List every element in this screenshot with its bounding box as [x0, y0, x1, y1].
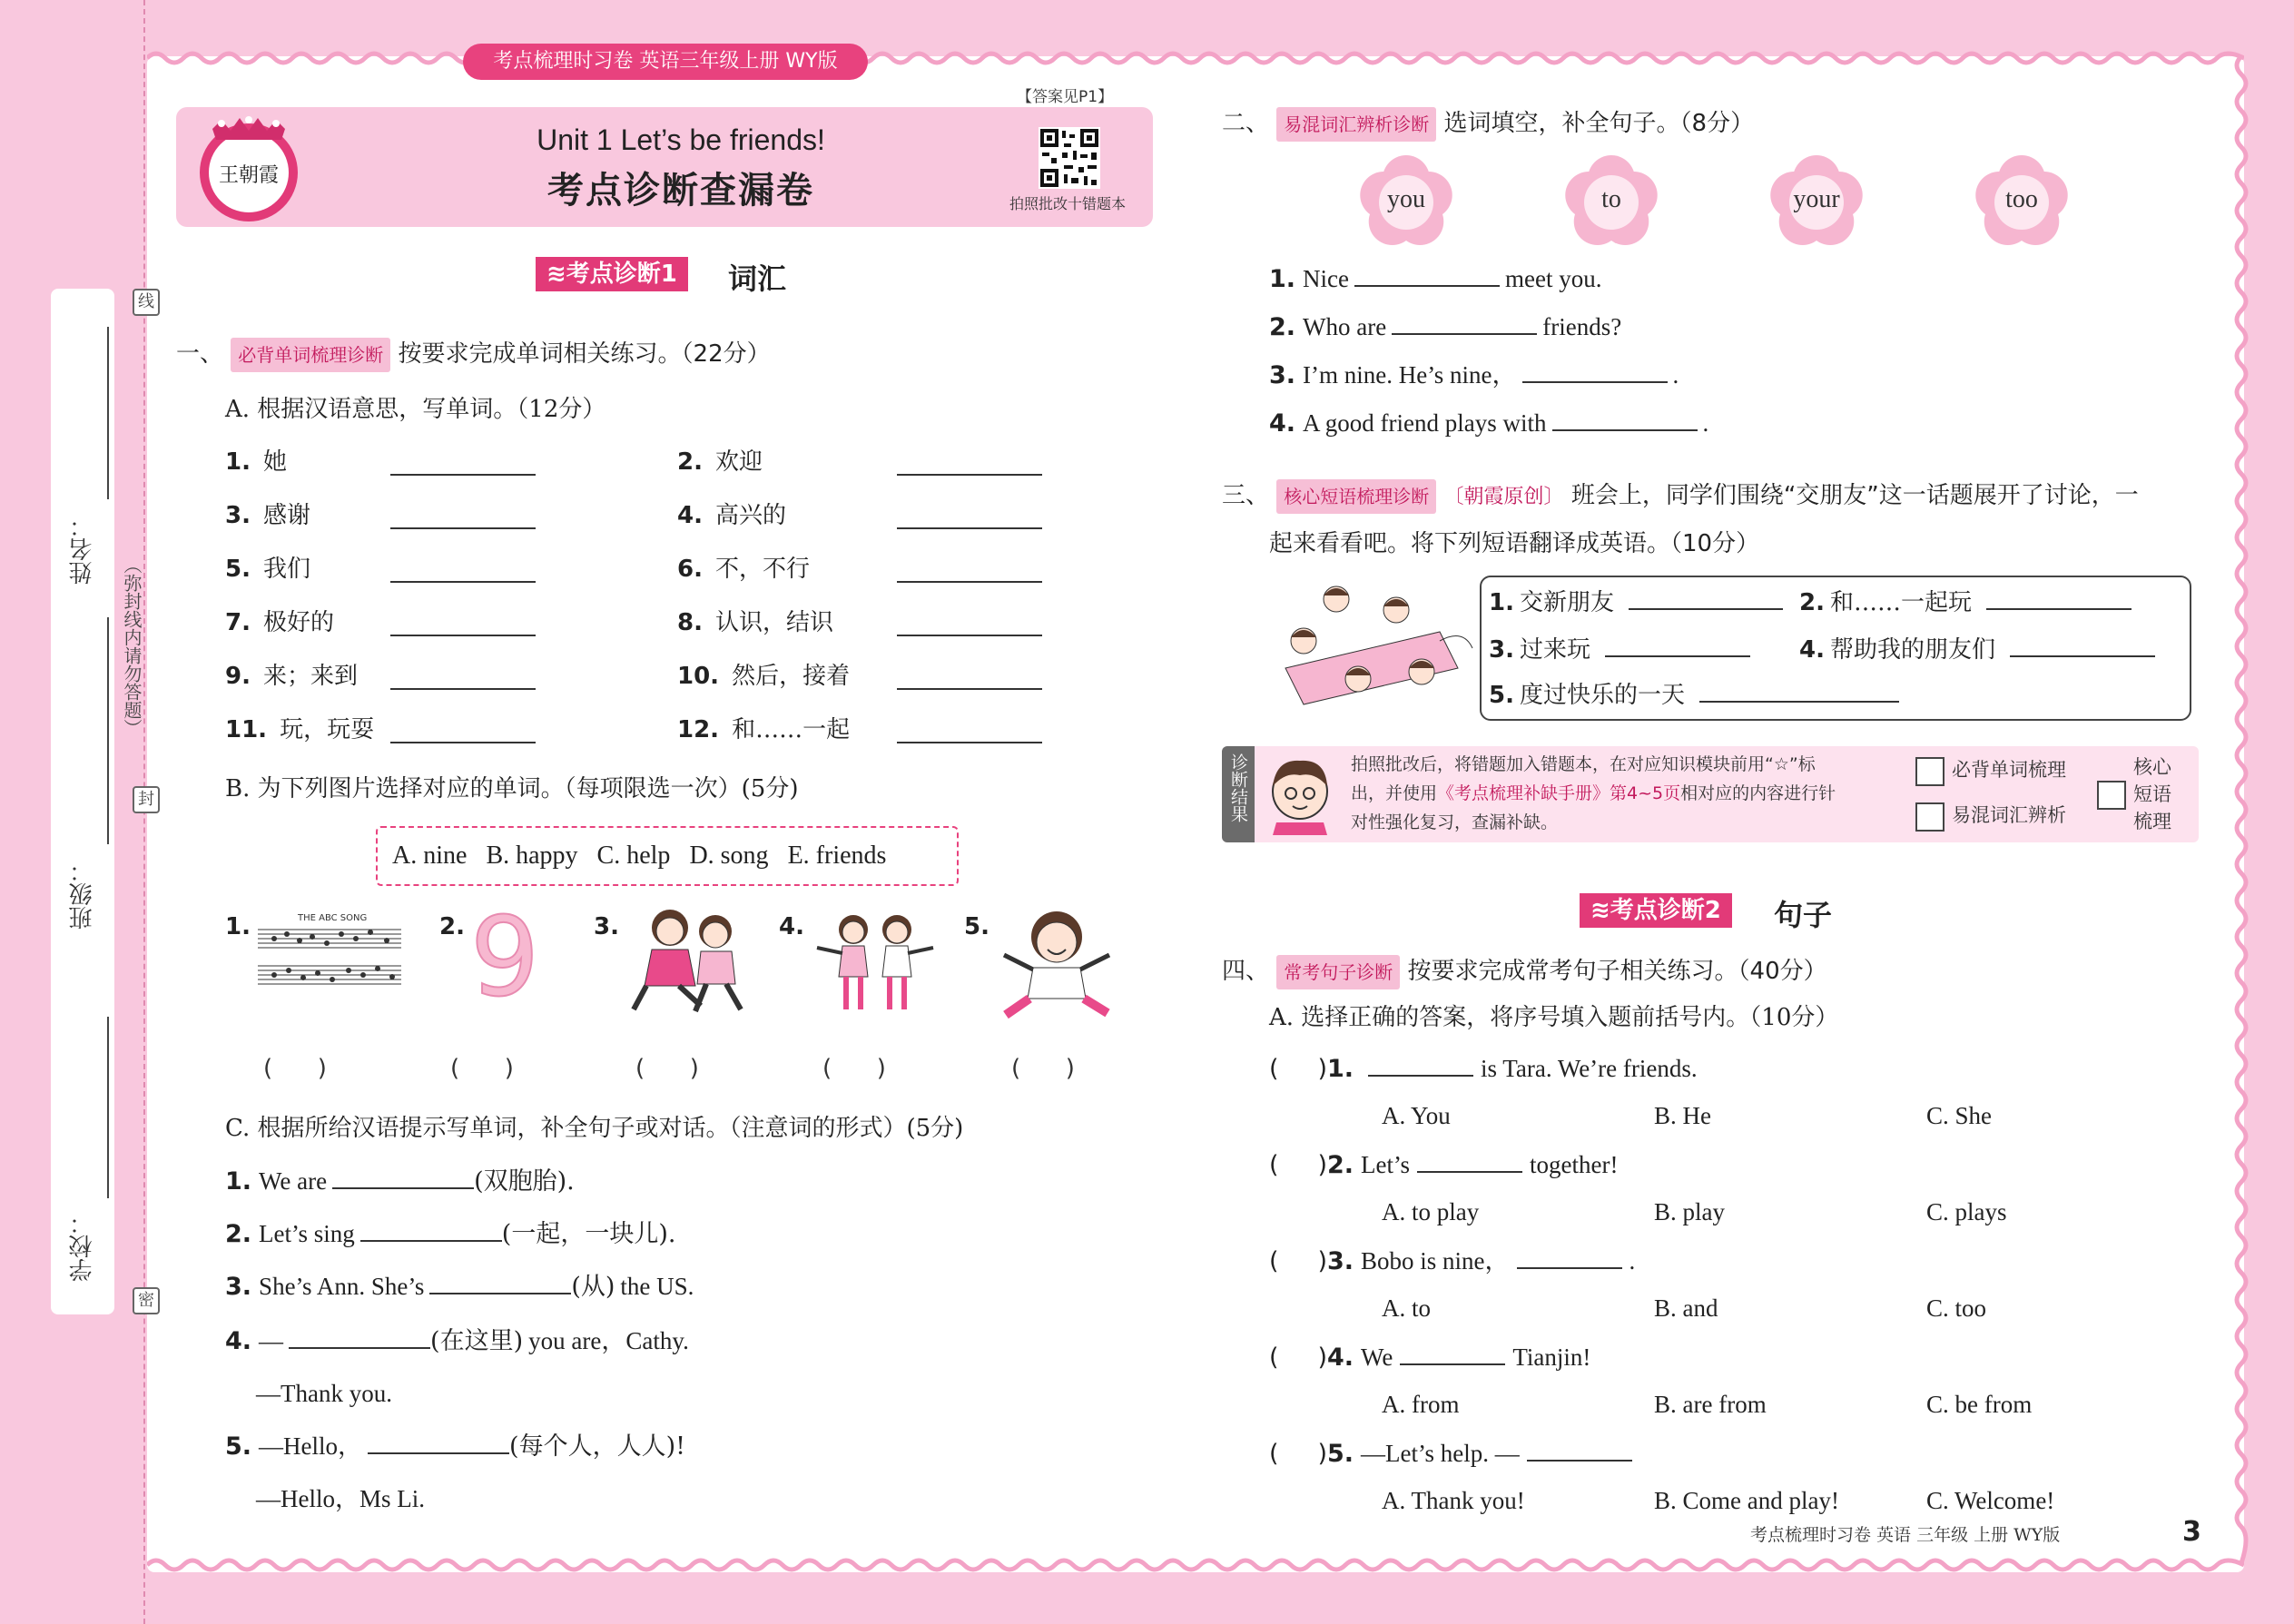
word-item-number: 5.	[225, 556, 251, 583]
seal-dense-mark: 密	[133, 1287, 160, 1314]
q1-heading	[176, 338, 771, 372]
q2-tag: 易混词汇辨析诊断	[1276, 107, 1436, 142]
choice-option[interactable]: C. be from	[1926, 1391, 2033, 1418]
q2-item-suffix: friends?	[1542, 313, 1622, 340]
choice-question	[1269, 1245, 1635, 1277]
school-label: 学校：	[69, 1211, 96, 1282]
word-item	[225, 607, 334, 638]
fill-in-hint: (从)	[571, 1273, 615, 1301]
q4-tag: 常考句子诊断	[1276, 955, 1400, 989]
choice-option[interactable]: C. too	[1926, 1294, 1987, 1322]
diagnosis-line1: 拍照批改后，将错题加入错题本，在对应知识模块前用“☆”标	[1351, 754, 1816, 774]
q3-heading	[1222, 479, 2139, 514]
flower-word: too	[2005, 185, 2038, 213]
seal-line-mark: 线	[133, 289, 160, 316]
phrase-answer-blank[interactable]	[1986, 586, 2132, 610]
word-answer-blank[interactable]	[390, 742, 536, 743]
song-caption: THE ABC SONG	[298, 913, 368, 923]
choice-option[interactable]: A. You	[1382, 1102, 1451, 1129]
word-item	[225, 661, 358, 692]
q1-partC: C. 根据所给汉语提示写单词，补全句子或对话。（注意词的形式）(5分)	[225, 1115, 964, 1142]
word-item	[225, 554, 310, 585]
choice-number: 3.	[1326, 1247, 1354, 1275]
checkbox-phrase-label: 核心短语梳理	[2133, 756, 2171, 832]
option-b: B. happy	[486, 842, 578, 870]
fill-in-hint: (在这里)	[430, 1327, 524, 1355]
wave-border-top	[147, 45, 2244, 69]
series-pill: 考点梳理时习卷 英语三年级上册 WY版	[463, 44, 868, 80]
q2-item-number: 2.	[1269, 313, 1296, 341]
fill-in-item	[225, 1325, 689, 1357]
choice-option[interactable]: B. and	[1654, 1294, 1718, 1322]
word-item-chinese: 感谢	[262, 502, 310, 529]
word-answer-blank[interactable]	[897, 688, 1042, 690]
word-item-number: 11.	[225, 716, 268, 743]
choice-number: 4.	[1326, 1343, 1354, 1372]
checkbox-confusable-label: 易混词汇辨析	[1952, 804, 2066, 826]
answer-paren[interactable]: ( )	[1269, 1343, 1327, 1372]
checkbox-vocab[interactable]	[1915, 757, 1944, 786]
choice-option[interactable]: B. play	[1654, 1198, 1725, 1225]
fill-in-number: 4.	[225, 1327, 252, 1355]
phrase-number: 2.	[1799, 589, 1825, 616]
word-item-number: 9.	[225, 663, 251, 690]
q2-item-blank[interactable]	[1552, 408, 1698, 431]
choice-stem-suffix: Tianjin!	[1512, 1343, 1591, 1371]
fill-in-prefix: —Hello，	[259, 1432, 363, 1460]
q2-item-suffix: .	[1702, 409, 1709, 437]
word-item-number: 3.	[225, 502, 251, 529]
q1-partA: A. 根据汉语意思，写单词。（12分）	[225, 396, 606, 423]
word-answer-blank[interactable]	[390, 688, 536, 690]
footer-text: 考点梳理时习卷 英语 三年级 上册 WY版	[1750, 1525, 2061, 1545]
choice-number: 2.	[1326, 1151, 1354, 1179]
fill-in-blank[interactable]	[289, 1325, 430, 1349]
choice-option[interactable]: C. Welcome!	[1926, 1487, 2055, 1514]
checkbox-vocab-label: 必背单词梳理	[1952, 759, 2066, 781]
q2-item-number: 3.	[1269, 361, 1296, 389]
choice-option[interactable]: A. Thank you!	[1382, 1487, 1525, 1514]
fill-in-prefix: —	[259, 1327, 284, 1354]
seal-seal-mark: 封	[133, 786, 160, 813]
answer-paren[interactable]: ( )	[1011, 1055, 1075, 1082]
helping-friend-image	[625, 904, 759, 1019]
q2-heading	[1222, 107, 1754, 142]
section1-title: 词汇	[728, 261, 787, 296]
fill-in-item	[225, 1166, 580, 1197]
q2-item-suffix: .	[1672, 361, 1679, 389]
phrase-chinese: 帮助我的朋友们	[1829, 636, 1995, 664]
q3-text1: 班会上，同学们围绕“交朋友”这一话题展开了讨论，一	[1570, 482, 2139, 509]
flower-word: your	[1793, 185, 1840, 213]
choice-blank[interactable]	[1417, 1149, 1522, 1173]
word-answer-blank[interactable]	[897, 742, 1042, 743]
q1-text: 按要求完成单词相关练习。（22分）	[398, 340, 771, 368]
choice-option[interactable]: A. to	[1382, 1294, 1431, 1322]
fill-in-hint: (每个人，人人)!	[509, 1432, 685, 1461]
pic-num-3: 3.	[594, 913, 619, 940]
word-item	[225, 447, 287, 477]
fill-in-hint: (一起，一块儿).	[501, 1220, 676, 1248]
choice-stem-prefix: Let’s	[1361, 1151, 1411, 1178]
name-line	[107, 327, 109, 499]
q3-original-tag: 〔朝霞原创〕	[1443, 486, 1564, 508]
pic-num-4: 4.	[779, 913, 804, 940]
choice-option[interactable]: B. He	[1654, 1102, 1711, 1129]
q2-item-number: 4.	[1269, 409, 1296, 438]
answer-paren[interactable]: ( )	[450, 1055, 514, 1082]
word-item-number: 1.	[225, 448, 251, 476]
word-item-number: 10.	[677, 663, 720, 690]
answer-paren[interactable]: ( )	[263, 1055, 327, 1082]
handbook-link[interactable]: 《考点梳理补缺手册》第4~5页	[1437, 783, 1681, 803]
word-item-number: 12.	[677, 716, 720, 743]
q4-heading	[1222, 955, 1827, 989]
choice-stem-suffix: together!	[1530, 1151, 1619, 1178]
q2-item-prefix: Who are	[1303, 313, 1387, 340]
fill-in-prefix: We are	[259, 1167, 328, 1195]
q1-partB: B. 为下列图片选择对应的单词。（每项限选一次）(5分)	[225, 775, 799, 802]
answer-paren[interactable]: ( )	[635, 1055, 699, 1082]
q3-prefix: 三、	[1222, 482, 1270, 509]
fill-in-blank[interactable]	[368, 1431, 509, 1454]
q4-partA: A. 选择正确的答案，将序号填入题前括号内。（10分）	[1269, 1004, 1839, 1031]
choice-blank[interactable]	[1527, 1438, 1632, 1462]
word-item-chinese: 我们	[262, 556, 310, 583]
choice-question	[1269, 1149, 1618, 1181]
q2-item-prefix: Nice	[1303, 265, 1350, 292]
q2-item-prefix: A good friend plays with	[1303, 409, 1547, 437]
phrase-item	[1489, 679, 1899, 711]
page-number: 3	[2182, 1516, 2201, 1548]
phrase-item	[1799, 634, 2155, 665]
diagnosis-line3: 对性强化复习，查漏补缺。	[1351, 812, 1559, 832]
section1-badge: ≋考点诊断1	[536, 257, 688, 291]
word-item	[677, 554, 810, 585]
pic-num-5: 5.	[964, 913, 989, 940]
binding-panel	[51, 289, 114, 1314]
q2-item	[1269, 359, 1679, 391]
diagnosis-label-text: 诊断结果	[1228, 753, 1248, 822]
phrase-item	[1489, 586, 1783, 618]
fill-in-blank[interactable]	[429, 1271, 571, 1294]
choice-option[interactable]: A. to play	[1382, 1198, 1480, 1225]
word-answer-blank[interactable]	[390, 527, 536, 529]
diagnosis-line2-post: 相对应的内容进行针	[1680, 783, 1836, 803]
q2-item-blank[interactable]	[1522, 359, 1668, 383]
word-item-number: 8.	[677, 609, 703, 636]
q2-item	[1269, 408, 1708, 439]
q2-item-prefix: I’m nine. He’s nine，	[1303, 361, 1517, 389]
word-answer-blank[interactable]	[897, 581, 1042, 583]
fill-in-blank[interactable]	[360, 1218, 502, 1242]
word-answer-blank[interactable]	[897, 527, 1042, 529]
c5-reply: —Hello，Ms Li.	[256, 1485, 425, 1512]
q1-prefix: 一、	[176, 340, 224, 368]
logo-text: 王朝霞	[218, 164, 280, 187]
choice-blank[interactable]	[1517, 1245, 1622, 1269]
section2-title: 句子	[1774, 898, 1833, 932]
fill-in-suffix: the US.	[620, 1273, 694, 1300]
fill-in-hint: (双胞胎).	[474, 1167, 575, 1196]
unit-title: Unit 1 Let’s be friends!	[537, 123, 825, 156]
phrase-chinese: 和……一起玩	[1829, 589, 1972, 616]
choice-stem-suffix: is Tara. We’re friends.	[1481, 1055, 1698, 1082]
fill-in-blank[interactable]	[332, 1166, 474, 1189]
checkbox-confusable[interactable]	[1915, 802, 1944, 832]
fill-in-prefix: She’s Ann. She’s	[259, 1273, 425, 1300]
word-item-chinese: 玩，玩耍	[280, 716, 375, 743]
phrase-number: 5.	[1489, 682, 1514, 709]
word-item-number: 2.	[677, 448, 703, 476]
choice-question	[1269, 1342, 1590, 1373]
name-label: 姓名：	[69, 514, 96, 585]
answer-paren[interactable]: ( )	[1269, 1440, 1327, 1468]
number-nine-image	[468, 904, 541, 1004]
word-item-number: 7.	[225, 609, 251, 636]
q2-item	[1269, 263, 1602, 295]
pic-num-2: 2.	[439, 913, 465, 940]
diagnosis-line2-pre: 出，并使用	[1351, 783, 1438, 803]
q3-text2: 起来看看吧。将下列短语翻译成英语。（10分）	[1269, 530, 1760, 557]
wave-border-bottom	[147, 1554, 2244, 1578]
word-item	[677, 447, 763, 477]
fill-in-number: 2.	[225, 1220, 252, 1248]
phrase-number: 3.	[1489, 636, 1514, 664]
section2-badge: ≋考点诊断2	[1580, 893, 1732, 928]
choice-option[interactable]: C. She	[1926, 1102, 1993, 1129]
phrase-answer-blank[interactable]	[1605, 634, 1750, 657]
brand-logo	[194, 111, 303, 227]
choice-stem-prefix: We	[1361, 1343, 1393, 1371]
paper-title: 考点诊断查漏卷	[547, 170, 814, 212]
fill-in-item	[225, 1218, 681, 1250]
option-c: C. help	[596, 842, 671, 870]
choice-blank[interactable]	[1368, 1053, 1473, 1077]
q2-item-blank[interactable]	[1354, 263, 1500, 287]
word-item-chinese: 来；来到	[262, 663, 358, 690]
diagnosis-line2	[1351, 781, 1836, 806]
class-meeting-image	[1267, 577, 1476, 723]
school-line	[107, 1017, 109, 1198]
fill-in-item	[225, 1431, 691, 1462]
q4-prefix: 四、	[1222, 958, 1270, 985]
choice-number: 5.	[1326, 1440, 1354, 1468]
fill-in-number: 3.	[225, 1273, 252, 1301]
choice-stem-prefix: —Let’s help. —	[1361, 1440, 1520, 1467]
checkbox-phrase[interactable]	[2097, 781, 2126, 810]
option-e: E. friends	[787, 842, 887, 870]
fill-in-item	[225, 1271, 694, 1303]
phrase-chinese: 度过快乐的一天	[1519, 682, 1685, 709]
q2-item	[1269, 311, 1621, 343]
word-item-chinese: 和……一起	[732, 716, 851, 743]
c4-reply: —Thank you.	[256, 1380, 392, 1407]
word-item	[225, 500, 310, 531]
answer-paren[interactable]: ( )	[1269, 1055, 1327, 1083]
word-answer-blank[interactable]	[390, 635, 536, 636]
phrase-item	[1489, 634, 1750, 665]
phrase-answer-blank[interactable]	[2010, 634, 2155, 657]
class-line	[107, 617, 109, 844]
answer-paren[interactable]: ( )	[1269, 1151, 1327, 1179]
phrase-number: 1.	[1489, 589, 1514, 616]
q1-tag: 必背单词梳理诊断	[231, 338, 390, 372]
music-sheet-image	[254, 908, 405, 995]
word-item-chinese: 不，不行	[714, 556, 810, 583]
fill-in-prefix: Let’s sing	[259, 1220, 355, 1247]
fill-in-suffix: you are，Cathy.	[528, 1327, 689, 1354]
word-item-chinese: 她	[262, 448, 287, 476]
answer-paren[interactable]: ( )	[1269, 1247, 1327, 1275]
choice-option[interactable]: C. plays	[1926, 1198, 2007, 1225]
two-friends-image	[812, 908, 939, 1019]
answer-paren[interactable]: ( )	[822, 1055, 886, 1082]
fill-in-number: 1.	[225, 1167, 252, 1196]
q2-item-suffix: meet you.	[1505, 265, 1602, 292]
choice-option[interactable]: A. from	[1382, 1391, 1460, 1418]
q2-text: 选词填空，补全句子。（8分）	[1443, 110, 1755, 137]
word-answer-blank[interactable]	[390, 474, 536, 476]
option-a: A. nine	[392, 842, 468, 870]
q3-tag: 核心短语梳理诊断	[1276, 479, 1436, 514]
choice-question	[1269, 1438, 1639, 1470]
word-item	[677, 661, 850, 692]
seal-note: （弥封线内请勿答题）	[121, 556, 143, 737]
choice-option[interactable]: B. Come and play!	[1654, 1487, 1839, 1514]
word-answer-blank[interactable]	[897, 474, 1042, 476]
choice-option[interactable]: B. are from	[1654, 1391, 1767, 1418]
phrase-number: 4.	[1799, 636, 1825, 664]
q2-item-blank[interactable]	[1392, 311, 1537, 335]
diagnosis-label	[1222, 746, 1255, 842]
word-item	[677, 500, 786, 531]
answer-reference: 【答案见P1】	[1017, 88, 1114, 106]
fill-in-number: 5.	[225, 1432, 252, 1461]
option-list	[392, 841, 886, 871]
phrase-answer-blank[interactable]	[1699, 679, 1899, 703]
teacher-avatar	[1264, 753, 1334, 835]
word-item	[677, 607, 833, 638]
digit-nine: 9	[469, 904, 540, 1004]
word-item-chinese: 认识，结识	[714, 609, 833, 636]
happy-boy-image	[997, 904, 1115, 1024]
word-answer-blank[interactable]	[390, 581, 536, 583]
q2-item-number: 1.	[1269, 265, 1296, 293]
flower-word: to	[1601, 185, 1621, 213]
wave-border-right	[2230, 56, 2253, 1563]
pic-num-1: 1.	[225, 913, 251, 940]
qr-caption: 拍照批改十错题本	[1009, 195, 1127, 212]
choice-number: 1.	[1326, 1055, 1354, 1083]
flower-word: you	[1387, 185, 1425, 213]
choice-stem-suffix: .	[1629, 1247, 1636, 1275]
word-answer-blank[interactable]	[897, 635, 1042, 636]
choice-stem-prefix: Bobo is nine，	[1361, 1247, 1510, 1275]
phrase-item	[1799, 586, 2132, 618]
q2-prefix: 二、	[1222, 110, 1270, 137]
phrase-answer-blank[interactable]	[1629, 586, 1783, 610]
word-item	[677, 714, 850, 745]
class-label: 班级：	[69, 859, 96, 930]
word-item-number: 6.	[677, 556, 703, 583]
qr-code-icon[interactable]	[1039, 127, 1100, 189]
word-item-chinese: 然后，接着	[732, 663, 851, 690]
option-d: D. song	[689, 842, 769, 870]
phrase-chinese: 过来玩	[1519, 636, 1590, 664]
word-item-chinese: 极好的	[262, 609, 334, 636]
word-item-chinese: 高兴的	[714, 502, 786, 529]
choice-question	[1269, 1053, 1698, 1085]
q4-text: 按要求完成常考句子相关练习。（40分）	[1407, 958, 1827, 985]
word-item-chinese: 欢迎	[714, 448, 763, 476]
word-item	[225, 714, 374, 745]
phrase-chinese: 交新朋友	[1519, 589, 1614, 616]
choice-blank[interactable]	[1400, 1342, 1505, 1365]
word-item-number: 4.	[677, 502, 703, 529]
